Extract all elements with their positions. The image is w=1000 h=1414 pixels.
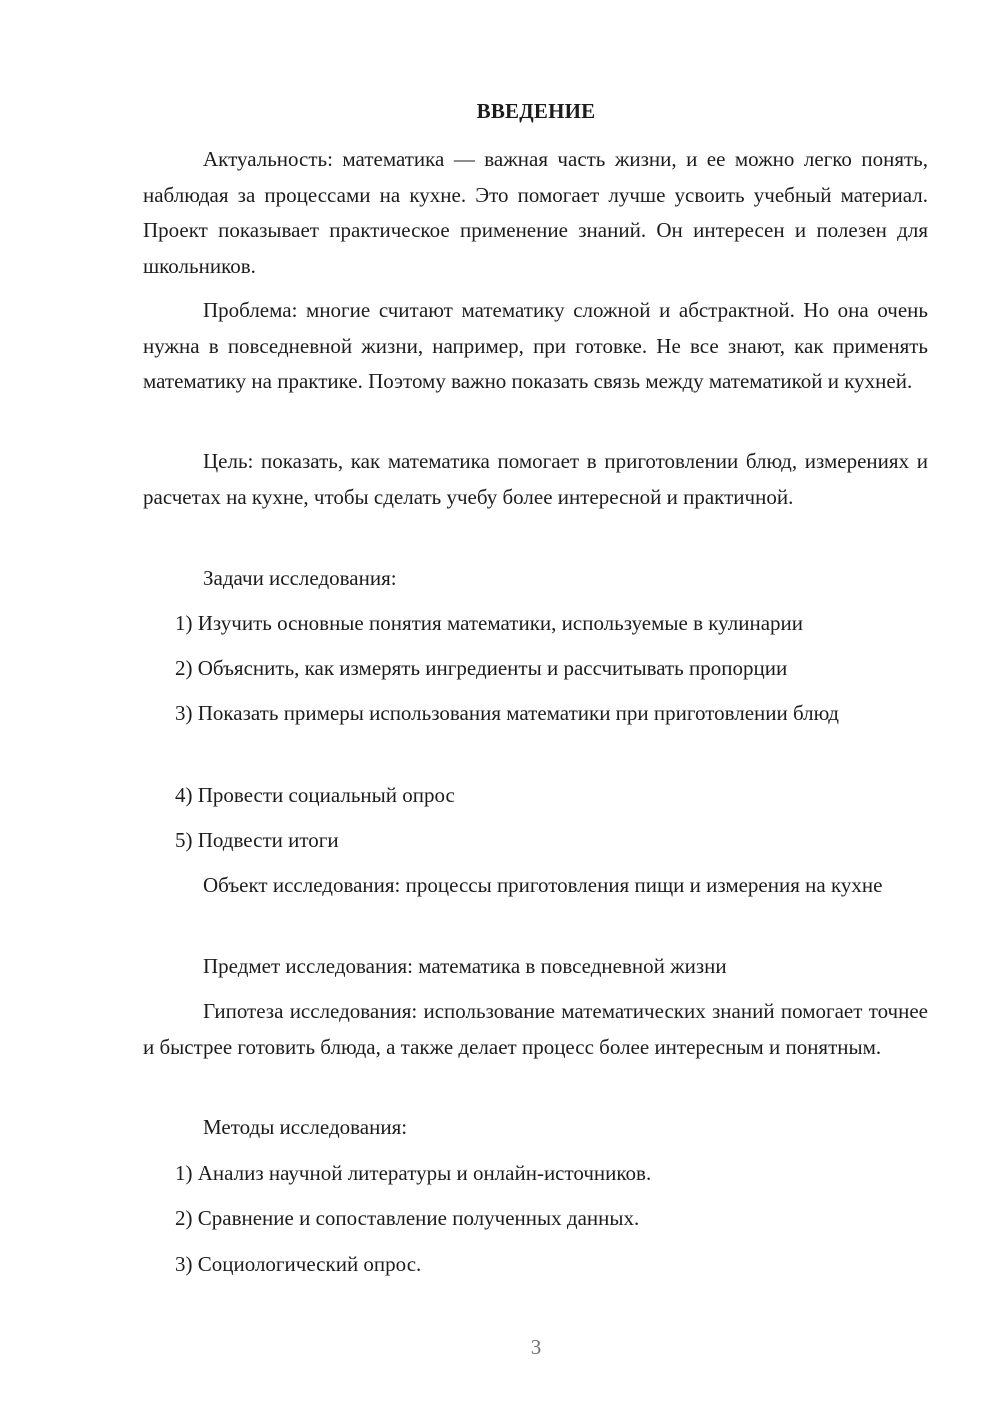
list-item: 3) Показать примеры использования математики при приготовлении блюд (175, 701, 839, 725)
problem-paragraph: Проблема: многие считают математику сложной и абстрактной. Но она очень нужна в повседневной жизни, например, при готовке. Не все знают, как применять математику на практике. Поэтому важно показать связь между математикой и кухней. (143, 298, 928, 393)
tasks-label: Задачи исследования: (203, 566, 397, 590)
list-item: 5) Подвести итоги (175, 828, 339, 852)
page-number: 3 (530, 1335, 542, 1359)
page-title: ВВЕДЕНИЕ (476, 99, 596, 123)
relevance-paragraph: Актуальность: математика — важная часть жизни, и ее можно легко понять, наблюдая за процессами на кухне. Это помогает лучше усвоить учебный материал. Проект показывает практическое применение знаний. Он интересен и полезен для школьников. (143, 147, 928, 278)
list-item: 1) Анализ научной литературы и онлайн-источников. (175, 1161, 652, 1185)
list-item: 1) Изучить основные понятия математики, используемые в кулинарии (175, 611, 803, 635)
hypothesis-paragraph: Гипотеза исследования: использование математических знаний помогает точнее и быстрее готовить блюда, а также делает процесс более интересным и понятным. (143, 999, 928, 1059)
methods-label: Методы исследования: (203, 1115, 408, 1139)
subject-paragraph: Предмет исследования: математика в повседневной жизни (203, 954, 727, 978)
list-item: 2) Объяснить, как измерять ингредиенты и рассчитывать пропорции (175, 656, 788, 680)
list-item: 3) Социологический опрос. (175, 1252, 422, 1276)
list-item: 4) Провести социальный опрос (175, 783, 455, 807)
list-item: 2) Сравнение и сопоставление полученных данных. (175, 1206, 640, 1230)
goal-paragraph: Цель: показать, как математика помогает в приготовлении блюд, измерениях и расчетах на кухне, чтобы сделать учебу более интересной и практичной. (143, 449, 928, 509)
object-paragraph: Объект исследования: процессы приготовления пищи и измерения на кухне (203, 873, 883, 897)
